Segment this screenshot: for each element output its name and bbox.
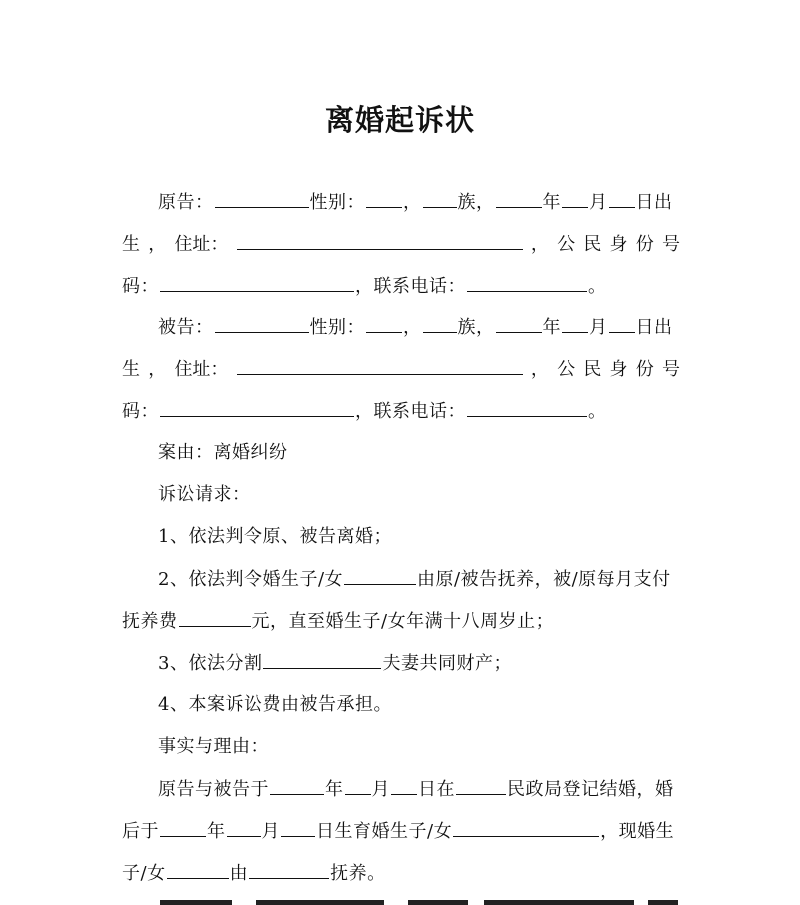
clipped-text-fragment — [648, 900, 678, 905]
facts-line-2 — [122, 819, 674, 844]
plaintiff-comma-3: ， — [530, 234, 549, 255]
clipped-next-line — [0, 896, 800, 905]
facts-child-blank — [167, 861, 229, 879]
claim-2-child-blank — [344, 567, 416, 585]
facts-marriage-day-blank — [391, 777, 417, 795]
plaintiff-birth-month-blank — [562, 190, 588, 208]
facts-year-label: 年 — [325, 779, 344, 800]
plaintiff-month-label: 月 — [589, 192, 608, 213]
defendant-day-label: 日出 — [635, 317, 673, 338]
facts-text-h: ，现婚生 — [600, 821, 675, 842]
defendant-id-char-3: 身 — [609, 359, 628, 380]
facts-text-a: 原告与被告于 — [158, 779, 269, 800]
facts-heading: 事实与理由： — [158, 736, 269, 757]
plaintiff-line-1 — [158, 190, 673, 215]
plaintiff-ma-label: 码： — [122, 276, 159, 297]
claim-3-text-b: 夫妻共同财产； — [382, 653, 512, 674]
defendant-comma-2: ， — [148, 359, 167, 380]
facts-marriage-year-blank — [270, 777, 324, 795]
claim-2-text-d: 元，直至婚生子/女年满十八周岁止； — [251, 611, 555, 632]
plaintiff-year-label: 年 — [542, 192, 561, 213]
defendant-comma-3: ， — [530, 359, 549, 380]
facts-line-3 — [122, 861, 386, 886]
plaintiff-id-char-3: 身 — [609, 234, 628, 255]
claim-4: 4、本案诉讼费由被告承担。 — [158, 694, 392, 715]
facts-text-i: 子/女 — [122, 863, 166, 884]
facts-birth-day-blank — [281, 819, 315, 837]
facts-text-k: 抚养。 — [330, 863, 386, 884]
plaintiff-address-blank — [237, 232, 523, 250]
plaintiff-id-char-5: 号 — [661, 234, 680, 255]
plaintiff-id-char-4: 份 — [635, 234, 654, 255]
facts-text-j: 由 — [229, 863, 249, 884]
defendant-address-label: 住址： — [174, 359, 229, 380]
defendant-gender-label: 性别： — [309, 317, 365, 338]
claims-heading: 诉讼请求： — [158, 484, 251, 505]
defendant-line-2 — [122, 357, 680, 382]
defendant-birth-day-blank — [609, 315, 635, 333]
facts-child-name-blank — [453, 819, 599, 837]
plaintiff-birth-year-blank — [496, 190, 542, 208]
facts-text-e: 民政局登记结婚，婚 — [507, 779, 674, 800]
claim-3-property-blank — [263, 651, 381, 669]
clipped-text-fragment — [484, 900, 634, 905]
facts-day-label: 日在 — [418, 779, 455, 800]
defendant-ethnic-blank — [423, 315, 457, 333]
plaintiff-line-3 — [122, 274, 607, 299]
facts-marriage-month-blank — [345, 777, 371, 795]
defendant-year-label: 年 — [542, 317, 561, 338]
facts-text-f: 后于 — [122, 821, 159, 842]
facts-bureau-blank — [456, 777, 506, 795]
facts-birth-month-blank — [227, 819, 261, 837]
defendant-comma: ， — [403, 317, 422, 338]
defendant-ethnic-label: 族， — [457, 317, 495, 338]
defendant-gender-blank — [366, 315, 402, 333]
claim-2-text-b: 由原/被告抚养，被/原每月支付 — [417, 569, 671, 590]
plaintiff-ethnic-label: 族， — [457, 192, 495, 213]
facts-month-label-2: 月 — [261, 821, 280, 842]
defendant-birth-month-blank — [562, 315, 588, 333]
defendant-id-char-5: 号 — [661, 359, 680, 380]
plaintiff-comma-2: ， — [148, 234, 167, 255]
claim-2-line-2 — [122, 609, 554, 634]
defendant-id-blank — [160, 399, 354, 417]
plaintiff-address-label: 住址： — [174, 234, 229, 255]
plaintiff-name-blank — [215, 190, 309, 208]
defendant-line-3 — [122, 399, 607, 424]
facts-birth-year-blank — [160, 819, 206, 837]
plaintiff-id-char-2: 民 — [583, 234, 602, 255]
defendant-ma-label: 码： — [122, 401, 159, 422]
claim-2-text-a: 2、依法判令婚生子/女 — [158, 569, 344, 590]
defendant-month-label: 月 — [589, 317, 608, 338]
clipped-text-fragment — [160, 900, 232, 905]
plaintiff-phone-label: ，联系电话： — [355, 276, 466, 297]
plaintiff-ethnic-blank — [423, 190, 457, 208]
plaintiff-comma: ， — [403, 192, 422, 213]
facts-line-1 — [158, 777, 674, 802]
plaintiff-gender-blank — [366, 190, 402, 208]
facts-custodian-blank — [249, 861, 329, 879]
claim-1: 1、依法判令原、被告离婚； — [158, 526, 392, 547]
plaintiff-gender-label: 性别： — [309, 192, 365, 213]
plaintiff-phone-blank — [467, 274, 587, 292]
facts-year-label-2: 年 — [207, 821, 226, 842]
claim-3 — [158, 651, 512, 676]
defendant-birth-year-blank — [496, 315, 542, 333]
defendant-id-char-1: 公 — [557, 359, 576, 380]
case-cause: 案由：离婚纠纷 — [158, 442, 288, 463]
facts-text-g: 日生育婚生子/女 — [316, 821, 453, 842]
claim-2-text-c: 抚养费 — [122, 611, 178, 632]
plaintiff-day-label: 日出 — [635, 192, 673, 213]
defendant-phone-blank — [467, 399, 587, 417]
plaintiff-id-char-1: 公 — [557, 234, 576, 255]
document-title: 离婚起诉状 — [324, 103, 475, 137]
claim-2-amount-blank — [179, 609, 251, 627]
facts-month-label: 月 — [371, 779, 390, 800]
plaintiff-birth-char: 生 — [122, 234, 140, 255]
defendant-id-char-2: 民 — [583, 359, 602, 380]
claim-2-line-1 — [158, 567, 671, 592]
defendant-birth-char: 生 — [122, 359, 140, 380]
plaintiff-label: 原告： — [158, 192, 214, 213]
defendant-id-char-4: 份 — [635, 359, 654, 380]
defendant-name-blank — [215, 315, 309, 333]
clipped-text-fragment — [408, 900, 468, 905]
plaintiff-line-2 — [122, 232, 680, 257]
plaintiff-id-blank — [160, 274, 354, 292]
plaintiff-birth-day-blank — [609, 190, 635, 208]
defendant-end: 。 — [588, 401, 607, 422]
defendant-address-blank — [237, 357, 523, 375]
plaintiff-end: 。 — [588, 276, 607, 297]
defendant-phone-label: ，联系电话： — [355, 401, 466, 422]
claim-3-text-a: 3、依法分割 — [158, 653, 263, 674]
defendant-label: 被告： — [158, 317, 214, 338]
defendant-line-1 — [158, 315, 673, 340]
clipped-text-fragment — [256, 900, 384, 905]
